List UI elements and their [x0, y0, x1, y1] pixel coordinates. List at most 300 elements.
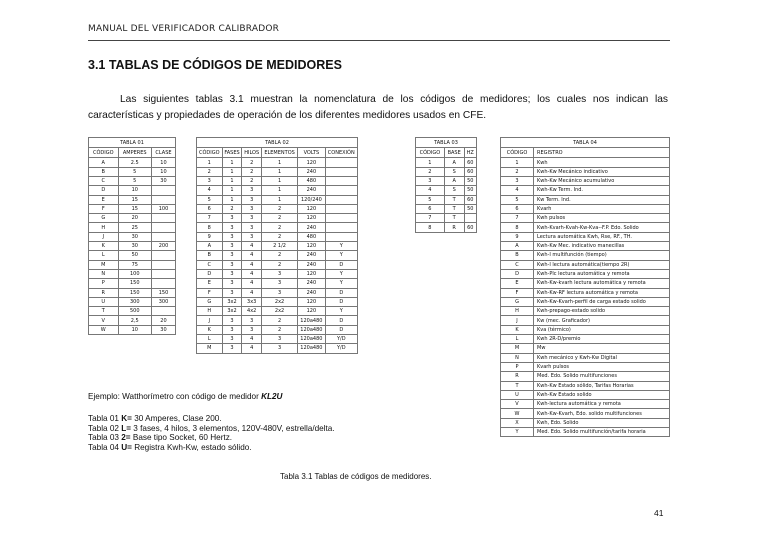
- table-cell: 10: [118, 186, 151, 195]
- table-row: [197, 344, 358, 353]
- table-cell: 2: [261, 325, 297, 334]
- table-cell: 2.5: [118, 158, 151, 167]
- table-row: [197, 232, 358, 241]
- table-row: [416, 176, 477, 185]
- table-cell: W: [501, 409, 534, 418]
- table-cell: R: [89, 288, 119, 297]
- table-cell: D: [197, 269, 223, 278]
- table-title: TABLA 02: [197, 138, 358, 148]
- table-cell: 7: [501, 214, 534, 223]
- table-cell: Kwh-I lectura automática(tiempo 2R): [534, 260, 670, 269]
- column-header: CLASE: [151, 148, 175, 158]
- table-cell: 3: [222, 316, 242, 325]
- table-cell: Y/D: [325, 344, 357, 353]
- table-row: [501, 269, 670, 278]
- example-code: KL2U: [261, 392, 283, 401]
- table-cell: 5: [118, 167, 151, 176]
- table-caption: Tabla 3.1 Tablas de códigos de medidores.: [280, 472, 432, 481]
- table-row: [501, 335, 670, 344]
- table-cell: 1: [222, 158, 242, 167]
- table-cell: V: [89, 316, 119, 325]
- table-cell: K: [501, 325, 534, 334]
- table-cell: 10: [151, 167, 175, 176]
- table-cell: 50: [464, 204, 476, 213]
- table-cell: Kwh: [534, 158, 670, 167]
- table-cell: 2: [261, 204, 297, 213]
- table-cell: 3: [222, 279, 242, 288]
- table-02: [196, 137, 358, 354]
- table-cell: 60: [464, 223, 476, 232]
- table-cell: 2: [242, 176, 261, 185]
- column-header: HILOS: [242, 148, 261, 158]
- table-cell: 3: [242, 325, 261, 334]
- table-row: [197, 204, 358, 213]
- table-cell: 120a480: [298, 344, 325, 353]
- table-cell: Kwh-Kw Mecánico indicativo: [534, 167, 670, 176]
- table-cell: [325, 223, 357, 232]
- column-header: CÓDIGO: [197, 148, 223, 158]
- table-cell: 4: [242, 242, 261, 251]
- table-cell: H: [89, 223, 119, 232]
- table-cell: 7: [416, 214, 445, 223]
- table-cell: Kwh-Kw-kvarh lectura automática y remota: [534, 279, 670, 288]
- table-row: [416, 204, 477, 213]
- table-cell: H: [501, 307, 534, 316]
- table-cell: Kvarh pulsos: [534, 362, 670, 371]
- table-row: [501, 214, 670, 223]
- page-number: 41: [654, 508, 664, 518]
- table-cell: P: [501, 362, 534, 371]
- table-cell: D: [501, 269, 534, 278]
- table-row: [501, 260, 670, 269]
- table-row: [501, 195, 670, 204]
- table-cell: 6: [501, 204, 534, 213]
- table-row: [89, 260, 176, 269]
- table-cell: 3: [242, 186, 261, 195]
- table-cell: M: [501, 344, 534, 353]
- table-row: [89, 251, 176, 260]
- table-cell: 3: [416, 176, 445, 185]
- table-cell: 120/240: [298, 195, 325, 204]
- table-row: [501, 288, 670, 297]
- table-cell: 3: [242, 204, 261, 213]
- table-cell: M: [197, 344, 223, 353]
- table-row: [197, 316, 358, 325]
- example-item-text: Base tipo Socket, 60 Hertz.: [130, 433, 233, 443]
- table-cell: 1: [222, 186, 242, 195]
- table-cell: [151, 232, 175, 241]
- example-prefix: Ejemplo: Watthorímetro con código de medidor: [88, 392, 262, 401]
- table-cell: 4: [501, 186, 534, 195]
- table-cell: 1: [501, 158, 534, 167]
- table-cell: 500: [118, 307, 151, 316]
- table-cell: G: [89, 214, 119, 223]
- example-item-text: 3 fases, 4 hilos, 3 elementos, 120V-480V, estrella/delta.: [131, 423, 335, 433]
- table-cell: 8: [197, 223, 223, 232]
- table-cell: 10: [118, 325, 151, 334]
- table-cell: C: [197, 260, 223, 269]
- table-cell: 2: [222, 204, 242, 213]
- table-cell: [325, 176, 357, 185]
- table-cell: B: [501, 251, 534, 260]
- example-item-text: 30 Amperes, Clase 200.: [131, 414, 222, 423]
- table-row: [197, 307, 358, 316]
- example-item-key: L=: [121, 423, 132, 433]
- table-cell: 10: [151, 158, 175, 167]
- table-cell: 120: [298, 242, 325, 251]
- table-cell: Mw: [534, 344, 670, 353]
- table-cell: 480: [298, 232, 325, 241]
- table-cell: 9: [197, 232, 223, 241]
- table-cell: L: [197, 335, 223, 344]
- column-header: REGISTRO: [534, 148, 670, 158]
- table-cell: 6: [197, 204, 223, 213]
- table-cell: [325, 232, 357, 241]
- table-cell: Kwh-Kw Term. Ind.: [534, 186, 670, 195]
- table-cell: V: [501, 400, 534, 409]
- table-row: [416, 214, 477, 223]
- table-cell: 30: [118, 242, 151, 251]
- table-row: [501, 325, 670, 334]
- column-header: HZ: [464, 148, 476, 158]
- table-cell: 4: [242, 251, 261, 260]
- table-cell: 1: [261, 195, 297, 204]
- table-cell: 6: [416, 204, 445, 213]
- table-row: [89, 186, 176, 195]
- column-header: VOLTS: [298, 148, 325, 158]
- table-cell: A: [444, 176, 464, 185]
- table-row: [197, 297, 358, 306]
- table-cell: J: [89, 232, 119, 241]
- table-cell: Kvarh: [534, 204, 670, 213]
- table-cell: D: [89, 186, 119, 195]
- table-cell: [151, 307, 175, 316]
- column-header: CONEXIÓN: [325, 148, 357, 158]
- table-cell: G: [501, 297, 534, 306]
- table-cell: 2: [261, 316, 297, 325]
- table-cell: F: [501, 288, 534, 297]
- table-cell: 1: [197, 158, 223, 167]
- table-cell: A: [444, 158, 464, 167]
- table-cell: 2: [242, 167, 261, 176]
- table-cell: 4: [242, 260, 261, 269]
- table-cell: B: [89, 167, 119, 176]
- table-cell: 9: [501, 232, 534, 241]
- table-cell: 2x2: [261, 297, 297, 306]
- table-cell: A: [501, 242, 534, 251]
- example-item-key: U=: [121, 442, 132, 452]
- table-cell: Kwh-Kw-RF lectura automática y remota: [534, 288, 670, 297]
- table-cell: 3: [222, 325, 242, 334]
- table-row: [89, 214, 176, 223]
- table-row: [197, 195, 358, 204]
- table-cell: A: [89, 158, 119, 167]
- table-row: [416, 167, 477, 176]
- table-cell: 4: [242, 344, 261, 353]
- table-cell: 3: [197, 176, 223, 185]
- table-cell: E: [501, 279, 534, 288]
- table-cell: D: [325, 316, 357, 325]
- table-cell: 8: [416, 223, 445, 232]
- table-cell: 120: [298, 158, 325, 167]
- table-cell: 3: [222, 251, 242, 260]
- table-cell: [325, 195, 357, 204]
- table-cell: 2: [261, 223, 297, 232]
- table-cell: [464, 214, 476, 223]
- table-cell: Kwh-prepago-estado solido: [534, 307, 670, 316]
- table-cell: 8: [501, 223, 534, 232]
- table-cell: Y: [325, 269, 357, 278]
- table-cell: Kwh, Edo. Solido: [534, 418, 670, 427]
- table-cell: 20: [118, 214, 151, 223]
- table-row: [197, 251, 358, 260]
- table-cell: 120a480: [298, 335, 325, 344]
- table-cell: 2: [501, 167, 534, 176]
- table-row: [501, 232, 670, 241]
- table-row: [501, 176, 670, 185]
- table-cell: 20: [151, 316, 175, 325]
- table-cell: 30: [118, 232, 151, 241]
- table-cell: [151, 251, 175, 260]
- table-cell: 120: [298, 269, 325, 278]
- table-cell: 1: [222, 167, 242, 176]
- table-cell: J: [197, 316, 223, 325]
- table-cell: [151, 223, 175, 232]
- table-cell: 120: [298, 214, 325, 223]
- table-cell: G: [197, 297, 223, 306]
- table-row: [89, 297, 176, 306]
- table-cell: L: [501, 335, 534, 344]
- table-cell: Kwh-Kvarh-Kvah-Kw-Kva--F.P. Edo. Solido: [534, 223, 670, 232]
- table-title: TABLA 03: [416, 138, 477, 148]
- table-row: [501, 251, 670, 260]
- table-cell: Y: [325, 242, 357, 251]
- table-cell: 4: [242, 269, 261, 278]
- intro-paragraph: Las siguientes tablas 3.1 muestran la nomenclatura de los códigos de medidores; los cuales nos indican las características y propiedades de operación de los diferentes medidores usados en CFE.: [88, 94, 668, 121]
- table-cell: D: [325, 297, 357, 306]
- table-cell: 3: [242, 223, 261, 232]
- table-cell: C: [501, 260, 534, 269]
- table-row: [197, 325, 358, 334]
- table-cell: A: [197, 242, 223, 251]
- table-cell: K: [89, 242, 119, 251]
- table-cell: Lectura automática Kwh, Rse, RF., TH.: [534, 232, 670, 241]
- table-row: [501, 158, 670, 167]
- table-cell: 3x3: [242, 297, 261, 306]
- table-cell: B: [197, 251, 223, 260]
- table-row: [89, 223, 176, 232]
- table-cell: D: [325, 325, 357, 334]
- table-cell: 480: [298, 176, 325, 185]
- example-item-label: Tabla 03: [88, 433, 122, 443]
- table-cell: [325, 167, 357, 176]
- table-row: [197, 242, 358, 251]
- table-cell: Kwh-Kw Estado sólido, Tarifas Horarias: [534, 381, 670, 390]
- table-cell: R: [501, 372, 534, 381]
- table-cell: Kwh-Kw Mec. indicativo manecillas: [534, 242, 670, 251]
- column-header: AMPERES: [118, 148, 151, 158]
- table-cell: 3: [222, 214, 242, 223]
- table-row: [197, 288, 358, 297]
- table-cell: 240: [298, 279, 325, 288]
- table-cell: 3x2: [222, 307, 242, 316]
- table-cell: 3: [222, 223, 242, 232]
- table-cell: 150: [151, 288, 175, 297]
- table-row: [501, 186, 670, 195]
- table-cell: 5: [118, 176, 151, 185]
- table-cell: Kva (térmico): [534, 325, 670, 334]
- table-cell: 3: [261, 288, 297, 297]
- table-cell: 2x2: [261, 307, 297, 316]
- table-row: [501, 223, 670, 232]
- table-row: [197, 214, 358, 223]
- header-rule: [88, 40, 670, 41]
- table-cell: 200: [151, 242, 175, 251]
- table-cell: [325, 204, 357, 213]
- table-row: [197, 176, 358, 185]
- table-row: [197, 158, 358, 167]
- table-cell: H: [197, 307, 223, 316]
- table-cell: 25: [118, 223, 151, 232]
- table-cell: 2: [261, 260, 297, 269]
- table-cell: 120a480: [298, 325, 325, 334]
- table-row: [501, 316, 670, 325]
- table-cell: 3: [242, 214, 261, 223]
- table-cell: 1: [222, 176, 242, 185]
- table-cell: U: [89, 297, 119, 306]
- table-row: [89, 325, 176, 334]
- table-cell: 2: [197, 167, 223, 176]
- table-cell: T: [444, 195, 464, 204]
- table-cell: 50: [464, 186, 476, 195]
- table-cell: Kwh-I multifunción (tiempo): [534, 251, 670, 260]
- table-cell: T: [501, 381, 534, 390]
- table-cell: 1: [416, 158, 445, 167]
- table-cell: C: [89, 176, 119, 185]
- table-cell: [325, 214, 357, 223]
- table-row: [89, 307, 176, 316]
- example-item: [88, 424, 335, 434]
- column-header: CÓDIGO: [501, 148, 534, 158]
- table-cell: 30: [151, 325, 175, 334]
- table-cell: 2: [261, 232, 297, 241]
- column-header: CÓDIGO: [416, 148, 445, 158]
- table-cell: 1: [261, 186, 297, 195]
- table-cell: Kwh-Kw-Kvarh, Edo. solido multifunciones: [534, 409, 670, 418]
- section-title: 3.1 TABLAS DE CÓDIGOS DE MEDIDORES: [88, 58, 342, 72]
- table-cell: Kw (mec. Graficador): [534, 316, 670, 325]
- table-cell: 15: [118, 195, 151, 204]
- table-row: [89, 269, 176, 278]
- table-cell: [151, 214, 175, 223]
- table-row: [89, 316, 176, 325]
- table-row: [501, 204, 670, 213]
- table-cell: N: [89, 269, 119, 278]
- table-body: [197, 158, 358, 353]
- table-cell: N: [501, 353, 534, 362]
- column-header: ELEMENTOS: [261, 148, 297, 158]
- table-cell: E: [197, 279, 223, 288]
- table-cell: 300: [118, 297, 151, 306]
- table-cell: 5: [501, 195, 534, 204]
- table-cell: 4: [242, 279, 261, 288]
- table-cell: E: [89, 195, 119, 204]
- table-row: [197, 269, 358, 278]
- table-cell: D: [325, 288, 357, 297]
- example-item-label: Tabla 02: [88, 423, 122, 433]
- table-cell: 3: [222, 344, 242, 353]
- table-cell: 60: [464, 158, 476, 167]
- table-cell: 240: [298, 223, 325, 232]
- table-cell: J: [501, 316, 534, 325]
- table-row: [89, 242, 176, 251]
- table-cell: Kwh-Kw Mecánico acumulativo: [534, 176, 670, 185]
- table-cell: T: [444, 204, 464, 213]
- table-cell: Y/D: [325, 335, 357, 344]
- column-header: BASE: [444, 148, 464, 158]
- table-cell: 100: [151, 204, 175, 213]
- table-row: [501, 418, 670, 427]
- table-cell: 4: [416, 186, 445, 195]
- table-cell: S: [444, 186, 464, 195]
- table-row: [501, 390, 670, 399]
- table-cell: Kwh-Kw-Kvarh-perfil de carga estado solido: [534, 297, 670, 306]
- table-cell: 1: [261, 176, 297, 185]
- table-title: TABLA 04: [501, 138, 670, 148]
- table-row: [89, 167, 176, 176]
- table-cell: 3x2: [222, 297, 242, 306]
- table-cell: 30: [151, 176, 175, 185]
- table-cell: 1: [261, 158, 297, 167]
- table-cell: Kw Term. Ind.: [534, 195, 670, 204]
- table-cell: Med. Edo. Solido multifunción/tarifa horaria: [534, 427, 670, 436]
- table-cell: 150: [118, 279, 151, 288]
- table-cell: 3: [261, 335, 297, 344]
- example-item: [88, 414, 335, 424]
- table-cell: 3: [222, 335, 242, 344]
- table-cell: 4: [197, 186, 223, 195]
- table-cell: 3: [261, 269, 297, 278]
- table-cell: Kwh mecánico y Kwh-Kw Digital: [534, 353, 670, 362]
- table-row: [501, 427, 670, 436]
- table-cell: 2: [261, 251, 297, 260]
- table-cell: 2: [242, 158, 261, 167]
- table-body: [89, 158, 176, 335]
- table-row: [501, 400, 670, 409]
- table-cell: 3: [261, 279, 297, 288]
- table-row: [197, 279, 358, 288]
- table-cell: [151, 186, 175, 195]
- table-row: [197, 260, 358, 269]
- table-cell: 2 1/2: [261, 242, 297, 251]
- table-cell: 1: [261, 167, 297, 176]
- table-cell: 240: [298, 186, 325, 195]
- table-cell: Y: [501, 427, 534, 436]
- example-item: [88, 443, 335, 453]
- table-cell: [151, 260, 175, 269]
- table-cell: 3: [242, 195, 261, 204]
- table-row: [89, 195, 176, 204]
- table-cell: F: [197, 288, 223, 297]
- table-cell: 75: [118, 260, 151, 269]
- table-cell: 100: [118, 269, 151, 278]
- column-header: CÓDIGO: [89, 148, 119, 158]
- table-cell: 120: [298, 307, 325, 316]
- table-cell: 120: [298, 297, 325, 306]
- table-cell: 4: [242, 288, 261, 297]
- table-cell: Y: [325, 279, 357, 288]
- example-item-key: K=: [121, 414, 132, 423]
